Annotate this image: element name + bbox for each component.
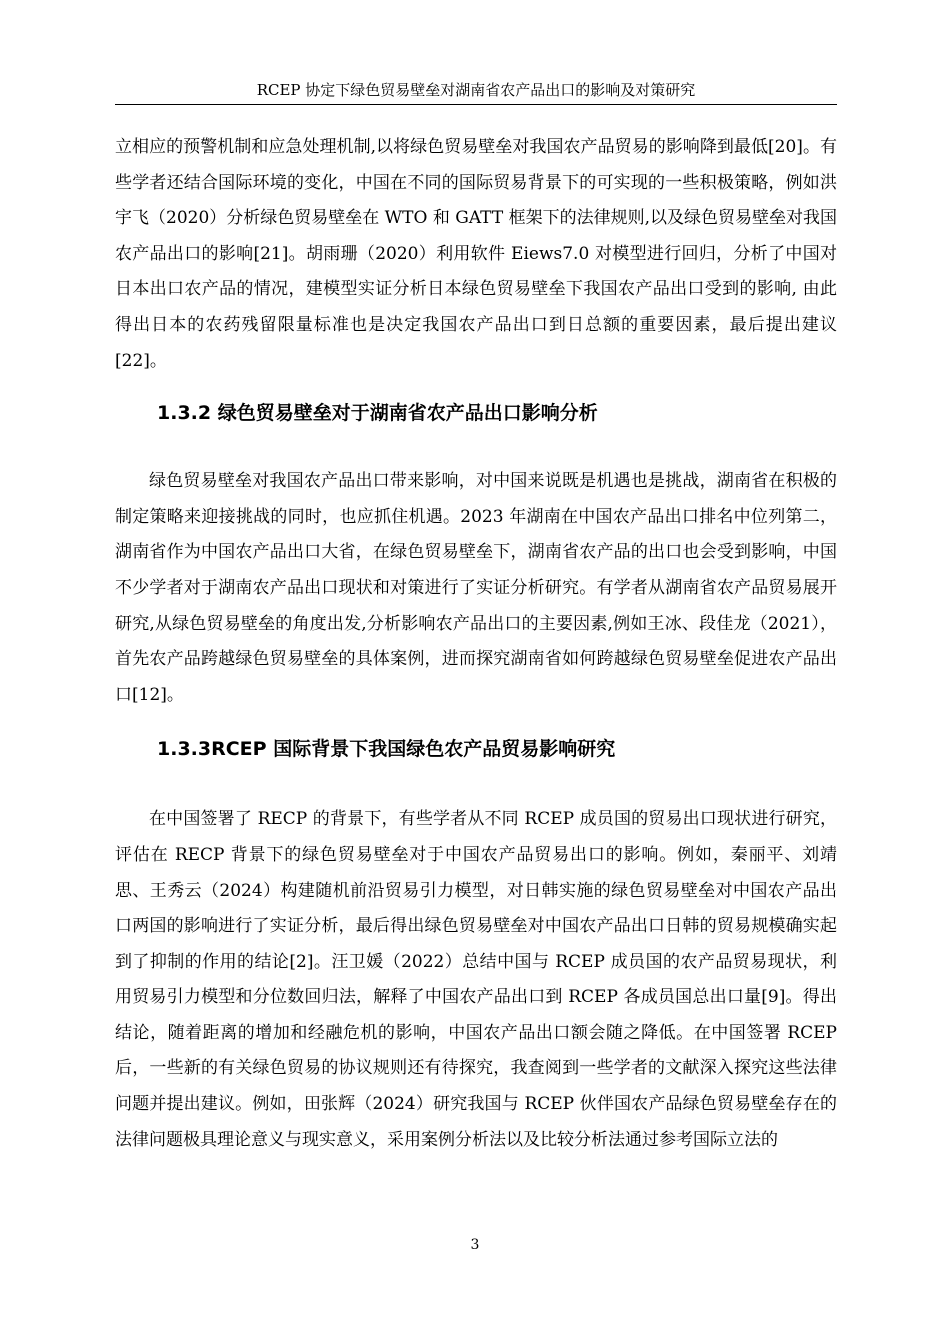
body-paragraph-3: 在中国签署了 RECP 的背景下，有些学者从不同 RCEP 成员国的贸易出口现状进行研究，评估在 RECP 背景下的绿色贸易壁垒对于中国农产品贸易出口的影响。例如，秦丽平、刘靖思、王秀云（2024）构建随机前沿贸易引力模型，对日韩实施的绿色贸易壁垒对中国农产品出口两国的影响进行了实证分析，最后得出绿色贸易壁垒对中国农产品出口日韩的贸易规模确实起到了抑制的作用的结论[2]。汪卫媛（2022）总结中国与 RCEP 成员国的农产品贸易现状，利用贸易引力模型和分位数回归法，解释了中国农产品出口到 RCEP 各成员国总出口量[9]。得出结论，随着距离的增加和经融危机的影响，中国农产品出口额会随之降低。在中国签署 RCEP 后，一些新的有关绿色贸易的协议规则还有待探究，我查阅到一些学者的文献深入探究这些法律问题并提出建议。例如，田张辉（2024）研究我国与 RCEP 伙伴国农产品绿色贸易壁垒存在的法律问题极具理论意义与现实意义，采用案例分析法以及比较分析法通过参考国际立法的 xyxy=(115,809,837,1150)
running-header: RCEP 协定下绿色贸易壁垒对湖南省农产品出口的影响及对策研究 xyxy=(115,80,837,105)
body-paragraph-1: 立相应的预警机制和应急处理机制,以将绿色贸易壁垒对我国农产品贸易的影响降到最低[20]。有些学者还结合国际环境的变化，中国在不同的国际贸易背景下的可实现的一些积极策略，例如洪宇飞（2020）分析绿色贸易壁垒在 WTO 和 GATT 框架下的法律规则,以及绿色贸易壁垒对我国农产品出口的影响[21]。胡雨珊（2020）利用软件 Eiews7.0 对模型进行回归，分析了中国对日本出口农产品的情况，建模型实证分析日本绿色贸易壁垒下我国农产品出口受到的影响, 由此得出日本的农药残留限量标准也是决定我国农产品出口到日总额的重要因素，最后提出建议[22]。 xyxy=(115,137,837,371)
page-number: 3 xyxy=(470,1237,480,1253)
page-body xyxy=(115,130,837,1158)
section-heading-1-3-2: 1.3.2 绿色贸易壁垒对于湖南省农产品出口影响分析 xyxy=(157,402,598,425)
section-heading-1-3-3: 1.3.3RCEP 国际背景下我国绿色农产品贸易影响研究 xyxy=(157,738,616,761)
body-paragraph-2: 绿色贸易壁垒对我国农产品出口带来影响，对中国来说既是机遇也是挑战，湖南省在积极的制定策略来迎接挑战的同时，也应抓住机遇。2023 年湖南在中国农产品出口排名中位列第二，湖南省作为中国农产品出口大省，在绿色贸易壁垒下，湖南省农产品的出口也会受到影响，中国不少学者对于湖南农产品出口现状和对策进行了实证分析研究。有学者从湖南省农产品贸易展开研究,从绿色贸易壁垒的角度出发,分析影响农产品出口的主要因素,例如王冰、段佳龙（2021），首先农产品跨越绿色贸易壁垒的具体案例，进而探究湖南省如何跨越绿色贸易壁垒促进农产品出口[12]。 xyxy=(115,471,837,705)
